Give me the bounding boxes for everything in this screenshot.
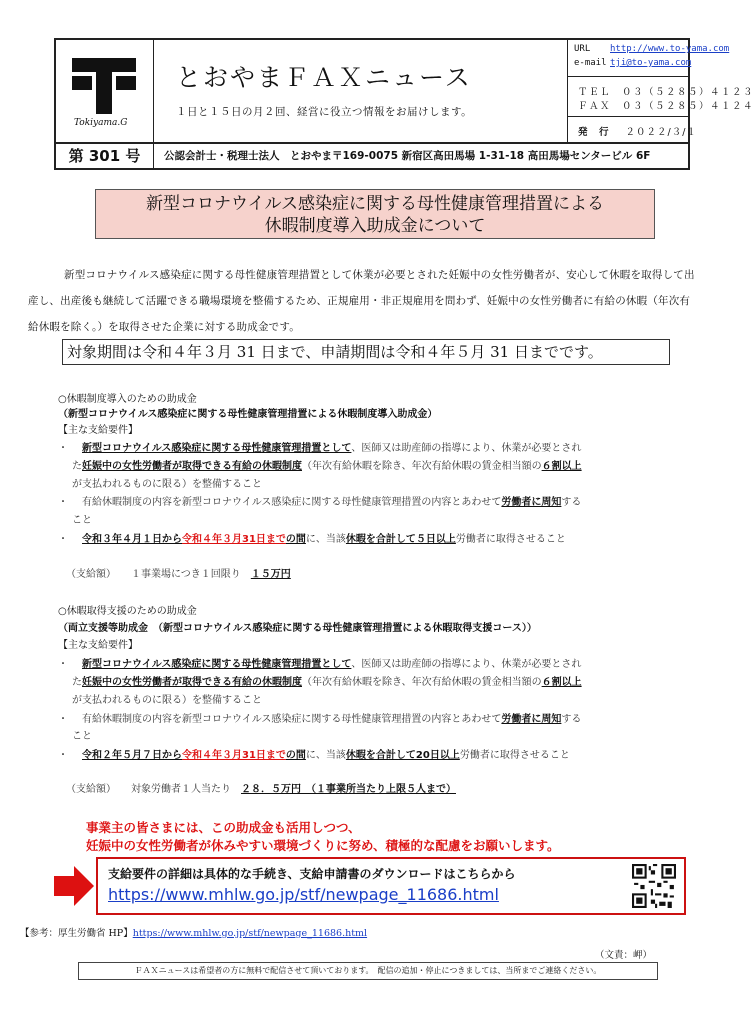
title-line-2: 休暇制度導入助成金について: [264, 216, 486, 236]
reference-label: 【参考：厚生労働省 HP】: [20, 928, 133, 939]
section2-heading: ○休暇取得支援のための助成金: [58, 606, 197, 617]
tel-number: ＴＥＬ ０３（５２８５）４１２３: [578, 87, 754, 98]
bullet: ・: [58, 443, 68, 454]
section2-req-heading: 【主な支給要件】: [58, 640, 138, 651]
s2-req2-line2: こと: [72, 731, 92, 742]
bullet: ・: [58, 659, 68, 670]
download-box: [96, 857, 686, 915]
fax-number: ＦＡＸ ０３（５２８５）４１２４: [578, 101, 754, 112]
s2-req1-line2: た妊娠中の女性労働者が取得できる有給の休暇制度（年次有給休暇を除き、年次有給休暇の賃金相当額の６割以上: [72, 677, 582, 688]
section2-name: （両立支援等助成金 （新型コロナウイルス感染症に関する母性健康管理措置による休暇取得支援コース））: [58, 623, 537, 634]
s1-req1-line1: 新型コロナウイルス感染症に関する母性健康管理措置として、医師又は助産師の指導により、休業が必要とされ: [82, 443, 582, 454]
issued-label: 発 行: [578, 127, 610, 138]
qr-code-icon: [632, 864, 676, 908]
email-label: e-mail: [574, 58, 607, 68]
period-notice: 対象期間は令和４年３月 31 日まで、申請期間は令和４年５月 31 日までです。: [62, 339, 670, 365]
article-title: [95, 189, 655, 239]
toyama-logo-icon: [70, 56, 138, 116]
s2-req3-line: 令和２年５月７日から令和４年３月31日までの間に、当該休暇を合計して20日以上労働者に取得させること: [82, 750, 570, 761]
section1-name: （新型コロナウイルス感染症に関する母性健康管理措置による休暇制度導入助成金）: [58, 409, 438, 420]
logo-cell: [56, 40, 154, 142]
bullet: ・: [58, 750, 68, 761]
newsletter-title: とおやまＦＡＸニュース: [176, 63, 472, 92]
url-row: [574, 44, 729, 54]
issued-date: ２０２２/３/１: [625, 127, 697, 138]
s1-req1-line2: た妊娠中の女性労働者が取得できる有給の休暇制度（年次有給休暇を除き、年次有給休暇の賃金相当額の６割以上: [72, 461, 582, 472]
footer-notice: ＦＡＸニュースは希望者の方に無料で配信させて頂いております。 配信の追加・停止につきましては、当所までご連絡ください。: [78, 962, 658, 980]
logo-caption: Tokiyama.G: [74, 118, 128, 128]
appeal-line-2: 妊娠中の女性労働者が休みやすい環境づくりに努め、積極的な配慮をお願いします。: [86, 838, 560, 853]
appeal-line-1: 事業主の皆さまには、この助成金も活用しつつ、: [86, 820, 361, 835]
s1-req2-line2: こと: [72, 515, 92, 526]
issue-date-row: [578, 124, 697, 138]
s2-req2-line1: 有給休暇制度の内容を新型コロナウイルス感染症に関する母性健康管理措置の内容とあわせて労働者に周知する: [82, 714, 582, 725]
s1-amount: （支給額） １事業場につき１回限り １５万円: [66, 569, 291, 580]
reference-line: [20, 925, 367, 939]
s1-req1-line3: が支払われるものに限る）を整備すること: [72, 479, 262, 490]
download-link[interactable]: https://www.mhlw.go.jp/stf/newpage_11686.html: [108, 885, 499, 904]
s2-amount: （支給額） 対象労働者１人当たり ２８．５万円 （１事業所当たり上限５人まで）: [66, 784, 456, 795]
s1-req2-line1: 有給休暇制度の内容を新型コロナウイルス感染症に関する母性健康管理措置の内容とあわせて労働者に周知する: [82, 497, 582, 508]
reference-link[interactable]: https://www.mhlw.go.jp/stf/newpage_11686.html: [132, 928, 368, 939]
issue-number: 第 301 号: [56, 144, 154, 168]
newsletter-subtitle: １日と１５日の月２回、経営に役立つ情報をお届けします。: [176, 106, 473, 118]
info-bar: [54, 144, 690, 170]
s2-req1-line1: 新型コロナウイルス感染症に関する母性健康管理措置として、医師又は助産師の指導により、休業が必要とされ: [82, 659, 582, 670]
author-credit: （文責：岬）: [594, 950, 652, 961]
section1-heading: ○休暇制度導入のための助成金: [58, 394, 197, 405]
arrow-right-icon: [54, 866, 94, 906]
download-text: 支給要件の詳細は具体的な手続き、支給申請書のダウンロードはこちらから: [108, 867, 516, 881]
divider: [568, 116, 688, 117]
s2-req1-line3: が支払われるものに限る）を整備すること: [72, 695, 262, 706]
email-link[interactable]: tji@to-yama.com: [610, 58, 692, 68]
bullet: ・: [58, 497, 68, 508]
firm-address: 公認会計士・税理士法人 とおやま〒169-0075 新宿区高田馬場 1-31-18 高田馬場センタービル 6F: [164, 150, 651, 162]
bullet: ・: [58, 534, 68, 545]
contact-cell: [568, 40, 754, 142]
website-link[interactable]: http://www.to-yama.com: [610, 44, 730, 54]
header-box: [54, 38, 754, 144]
s1-req3-line: 令和３年４月１日から令和４年３月31日までの間に、当該休暇を合計して５日以上労働者に取得させること: [82, 534, 566, 545]
email-row: [574, 58, 691, 68]
bullet: ・: [58, 714, 68, 725]
divider: [568, 76, 688, 77]
title-line-1: 新型コロナウイルス感染症に関する母性健康管理措置による: [146, 194, 604, 214]
section1-req-heading: 【主な支給要件】: [58, 425, 138, 436]
intro-paragraph: 新型コロナウイルス感染症に関する母性健康管理措置として休業が必要とされた妊娠中の女性労働者が、安心して休暇を取得して出産し、出産後も継続して活躍できる職場環境を整備するため、正規雇用・非正規雇用を問わず、妊娠中の女性労働者に有給の休暇（年次有給休暇を除く。）を取得させた企業に対する助成金です。: [28, 269, 695, 333]
title-cell: [154, 40, 568, 142]
url-label: URL: [574, 44, 591, 54]
